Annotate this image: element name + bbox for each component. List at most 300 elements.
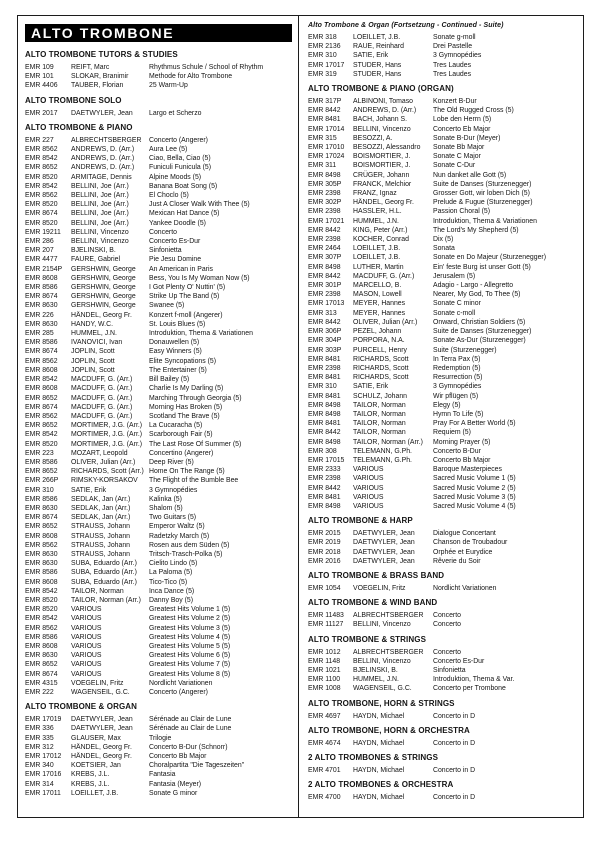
row-emr: EMR 4700 <box>308 794 341 802</box>
section-heading: ALTO TROMBONE & STRINGS <box>308 634 427 644</box>
row-composer: STUDER, Hans <box>353 70 402 78</box>
row-title: Lobe den Herrn (5) <box>433 116 492 124</box>
catalog-row <box>307 235 579 244</box>
row-title: Nordlicht Variationen <box>433 584 497 592</box>
catalog-row <box>24 255 293 264</box>
row-title: Sonate G minor <box>149 789 198 797</box>
catalog-row <box>24 394 293 403</box>
row-composer: VARIOUS <box>353 484 384 492</box>
row-title: Swanee (5) <box>149 302 185 310</box>
row-title: Pie Jesu Domine <box>149 256 202 264</box>
catalog-row <box>24 624 293 633</box>
row-title: Sonate C Major <box>433 153 481 161</box>
catalog-row <box>24 136 293 145</box>
row-composer: SUBA, Eduardo (Arr.) <box>71 569 137 577</box>
row-composer: ANDREWS, D. (Arr.) <box>71 164 135 172</box>
catalog-row <box>307 648 579 657</box>
row-composer: BELLINI, Vincenzo <box>71 228 129 236</box>
row-emr: EMR 314 <box>25 780 54 788</box>
catalog-row <box>24 173 293 182</box>
catalog-row <box>24 72 293 81</box>
row-composer: ALBRECHTSBERGER <box>71 136 142 144</box>
row-title: Konzert f-moll (Angerer) <box>149 311 223 319</box>
row-composer: RICHARDS, Scott <box>353 374 409 382</box>
row-title: Yankee Doodle (5) <box>149 219 206 227</box>
row-emr: EMR 8652 <box>25 394 58 402</box>
row-title: The Entertainer (5) <box>149 366 207 374</box>
row-emr: EMR 8442 <box>308 272 341 280</box>
row-emr: EMR 8498 <box>308 502 341 510</box>
row-title: Introduktion, Thema & Variationen <box>433 217 537 225</box>
catalog-row <box>307 712 579 721</box>
catalog-section <box>307 21 579 79</box>
row-title: Danny Boy (5) <box>149 596 194 604</box>
row-title: Introduktion, Thema & Variationen <box>149 330 253 338</box>
row-emr: EMR 8630 <box>25 504 58 512</box>
row-composer: STRAUSS, Johann <box>71 550 130 558</box>
catalog-row <box>24 209 293 218</box>
catalog-row <box>307 355 579 364</box>
row-emr: EMR 313 <box>308 309 337 317</box>
row-emr: EMR 2398 <box>308 236 341 244</box>
section-rows <box>307 793 579 802</box>
catalog-row <box>307 51 579 60</box>
row-title: Kalinka (5) <box>149 495 182 503</box>
catalog-row <box>24 568 293 577</box>
row-emr: EMR 1054 <box>308 584 341 592</box>
row-composer: LOEILLET, J.B. <box>71 789 119 797</box>
row-title: Morning Prayer (5) <box>433 438 491 446</box>
row-title: Sonate Bb Major <box>433 144 485 152</box>
row-title: Concerto per Trombone <box>433 685 506 693</box>
catalog-row <box>307 493 579 502</box>
row-composer: BELLINI, Vincenzo <box>71 238 129 246</box>
row-title: Aura Lee (5) <box>149 146 188 154</box>
section-rows <box>307 584 579 593</box>
row-composer: BOISMORTIER, J. <box>353 162 411 170</box>
row-composer: RAUE, Reinhard <box>353 43 404 51</box>
section-rows <box>24 109 293 118</box>
catalog-row <box>307 428 579 437</box>
row-emr: EMR 2016 <box>308 557 341 565</box>
catalog-section <box>307 571 579 593</box>
row-emr: EMR 101 <box>25 73 54 81</box>
row-title: Two Guitars (5) <box>149 514 197 522</box>
row-emr: EMR 8542 <box>25 182 58 190</box>
row-title: Concerto B-Dur <box>433 447 481 455</box>
catalog-row <box>24 734 293 743</box>
catalog-row <box>307 657 579 666</box>
row-emr: EMR 8608 <box>25 366 58 374</box>
row-composer: BELLINI, Joe (Arr.) <box>71 210 129 218</box>
row-emr: EMR 286 <box>25 238 54 246</box>
row-emr: EMR 8442 <box>308 429 341 437</box>
row-composer: ALBRECHTSBERGER <box>353 612 424 620</box>
row-title: Prelude & Fugue (Sturzenegger) <box>433 199 533 207</box>
row-composer: MORTIMER, J.G. (Arr.) <box>71 422 143 430</box>
row-title: Sonata <box>433 245 455 253</box>
row-title: Just A Closer Walk With Thee (5) <box>149 201 250 209</box>
catalog-column-right <box>299 16 583 817</box>
row-title: Sonate C-Dur <box>433 162 476 170</box>
row-emr: EMR 17013 <box>308 300 345 308</box>
catalog-row <box>24 642 293 651</box>
catalog-row <box>24 495 293 504</box>
row-composer: MOZART, Leopold <box>71 449 128 457</box>
row-title: Pray For A Better World (5) <box>433 420 516 428</box>
row-emr: EMR 2398 <box>308 475 341 483</box>
row-title: The Last Rose Of Summer (5) <box>149 440 242 448</box>
row-title: Passion Choral (5) <box>433 208 491 216</box>
catalog-row <box>307 33 579 42</box>
row-title: Sonate As-Dur (Sturzenegger) <box>433 337 526 345</box>
section-rows <box>307 611 579 629</box>
section-heading: ALTO TROMBONE, HORN & ORCHESTRA <box>308 725 470 735</box>
row-composer: MACDUFF, G. (Arr.) <box>353 272 415 280</box>
row-title: An American in Paris <box>149 265 213 273</box>
row-title: Rhythmus Schule / School of Rhythm <box>149 64 264 71</box>
catalog-section <box>307 598 579 629</box>
row-composer: HUMMEL, J.N. <box>353 217 399 225</box>
row-emr: EMR 2018 <box>308 548 341 556</box>
row-title: Tres Laudes <box>433 61 472 69</box>
catalog-row <box>307 373 579 382</box>
row-title: Sacred Music Volume 2 (5) <box>433 484 516 492</box>
catalog-row <box>307 675 579 684</box>
catalog-row <box>307 299 579 308</box>
row-title: Bill Bailey (5) <box>149 376 190 384</box>
catalog-row <box>307 207 579 216</box>
catalog-row <box>307 180 579 189</box>
catalog-row <box>24 109 293 118</box>
row-title: Sacred Music Volume 3 (5) <box>433 493 516 501</box>
row-emr: EMR 8520 <box>25 606 58 614</box>
catalog-row <box>307 739 579 748</box>
row-emr: EMR 8608 <box>25 385 58 393</box>
row-emr: EMR 2398 <box>308 291 341 299</box>
right-sections <box>307 21 579 802</box>
row-emr: EMR 8674 <box>25 210 58 218</box>
row-composer: IVANOVICI, Ivan <box>71 339 123 347</box>
section-rows <box>307 739 579 748</box>
row-title: Ein' feste Burg ist unser Gott (5) <box>433 263 531 271</box>
row-title: Sinfonietta <box>149 247 182 255</box>
catalog-row <box>24 651 293 660</box>
row-emr: EMR 17010 <box>308 144 345 152</box>
row-composer: ANDREWS, D. (Arr.) <box>353 107 417 115</box>
row-title: Concerto Es-Dur <box>433 657 485 665</box>
row-composer: BELLINI, Vincenzo <box>353 125 411 133</box>
row-composer: VARIOUS <box>71 652 102 660</box>
row-title: Concerto Es-Dur <box>149 238 201 246</box>
row-title: Trilogie <box>149 734 172 742</box>
row-title: 25 Warm-Up <box>149 82 188 90</box>
section-heading: ALTO TROMBONE SOLO <box>25 95 122 105</box>
left-sections <box>24 50 293 798</box>
row-composer: DAETWYLER, Jean <box>353 557 415 565</box>
catalog-row <box>307 336 579 345</box>
row-title: Suite de Danses (Sturzenegger) <box>433 328 532 336</box>
row-emr: EMR 1148 <box>308 657 341 665</box>
row-title: Sonate B-Dur (Meyer) <box>433 134 501 142</box>
row-emr: EMR 4674 <box>308 739 341 747</box>
row-composer: GERSHWIN, George <box>71 302 136 310</box>
catalog-row <box>24 200 293 209</box>
catalog-section <box>307 753 579 775</box>
catalog-row <box>307 410 579 419</box>
catalog-row <box>307 465 579 474</box>
row-composer: DAETWYLER, Jean <box>353 539 415 547</box>
row-title: La Cucaracha (5) <box>149 422 203 430</box>
row-emr: EMR 4697 <box>308 712 341 720</box>
row-composer: LUTHER, Martin <box>353 263 404 271</box>
row-emr: EMR 11127 <box>308 621 344 629</box>
row-emr: EMR 8520 <box>25 440 58 448</box>
row-title: Greatest Hits Volume 3 (5) <box>149 624 231 632</box>
row-composer: DAETWYLER, Jean <box>71 109 133 117</box>
section-heading: 2 ALTO TROMBONES & STRINGS <box>308 753 439 762</box>
row-title: Orphée et Eurydice <box>433 548 493 556</box>
row-composer: OLIVER, Julian (Arr.) <box>71 458 136 466</box>
catalog-row <box>307 382 579 391</box>
section-heading: ALTO TROMBONE & PIANO <box>25 122 133 132</box>
row-composer: BESOZZI, Alessandro <box>353 144 421 152</box>
row-emr: EMR 8630 <box>25 550 58 558</box>
row-title: Drei Pastelle <box>433 43 473 51</box>
catalog-row <box>24 670 293 679</box>
row-title: Wir pflügen (5) <box>433 392 479 400</box>
row-title: Tritsch-Trasch-Polka (5) <box>149 550 223 558</box>
row-emr: EMR 8442 <box>308 226 341 234</box>
row-emr: EMR 2398 <box>308 364 341 372</box>
row-title: Sonate g-moll <box>433 34 476 41</box>
row-emr: EMR 17017 <box>308 61 345 69</box>
row-emr: EMR 8562 <box>25 541 58 549</box>
row-title: Sonate c-moll <box>433 309 476 317</box>
catalog-row <box>24 541 293 550</box>
row-title: Onward, Christian Soldiers (5) <box>433 318 526 326</box>
row-composer: MACDUFF, G. (Arr.) <box>71 403 133 411</box>
row-composer: DAETWYLER, Jean <box>353 548 415 556</box>
row-emr: EMR 8630 <box>25 560 58 568</box>
row-composer: VARIOUS <box>71 633 102 641</box>
row-title: Scarborough Fair (5) <box>149 431 213 439</box>
row-emr: EMR 303P <box>308 346 342 354</box>
catalog-row <box>307 42 579 51</box>
row-emr: EMR 301P <box>308 282 342 290</box>
row-composer: RICHARDS, Scott <box>353 364 409 372</box>
row-emr: EMR 227 <box>25 136 54 144</box>
row-emr: EMR 17021 <box>308 217 345 225</box>
row-title: Mexican Hat Dance (5) <box>149 210 220 218</box>
row-composer: VARIOUS <box>353 475 384 483</box>
section-rows <box>307 33 579 79</box>
row-composer: RICHARDS, Scott <box>353 355 409 363</box>
row-title: Redemption (5) <box>433 364 481 372</box>
row-emr: EMR 17012 <box>25 753 62 761</box>
row-emr: EMR 310 <box>25 486 54 494</box>
catalog-row <box>307 318 579 327</box>
row-emr: EMR 8630 <box>25 302 58 310</box>
row-composer: PEZEL, Johann <box>353 328 402 336</box>
catalog-row <box>24 191 293 200</box>
row-title: Dialogue Concertant <box>433 530 496 538</box>
row-emr: EMR 8481 <box>308 374 341 382</box>
row-emr: EMR 8542 <box>25 587 58 595</box>
row-composer: GERSHWIN, George <box>71 265 136 273</box>
catalog-row <box>24 265 293 274</box>
row-emr: EMR 315 <box>308 134 337 142</box>
row-title: Concerto <box>433 648 461 656</box>
row-title: Cielito Lindo (5) <box>149 560 198 568</box>
row-composer: SEDLAK, Jan (Arr.) <box>71 514 131 522</box>
row-title: Tres Laudes <box>433 70 472 78</box>
row-composer: TAUBER, Florian <box>71 82 124 90</box>
row-title: Fantasia (Meyer) <box>149 780 202 788</box>
row-title: Concertino (Angerer) <box>149 449 214 457</box>
catalog-row <box>307 309 579 318</box>
catalog-row <box>307 198 579 207</box>
row-composer: HUMMEL, J.N. <box>353 676 399 684</box>
row-title: Greatest Hits Volume 4 (5) <box>149 633 231 641</box>
catalog-row <box>24 715 293 724</box>
row-emr: EMR 308 <box>308 447 337 455</box>
row-emr: EMR 226 <box>25 311 54 319</box>
catalog-row <box>307 346 579 355</box>
row-composer: BELLINI, Joe (Arr.) <box>71 192 129 200</box>
row-title: Concerto B-Dur (Schnorr) <box>149 743 228 751</box>
row-emr: EMR 222 <box>25 689 54 696</box>
row-title: Greatest Hits Volume 1 (5) <box>149 606 231 614</box>
catalog-row <box>307 364 579 373</box>
row-composer: GERSHWIN, George <box>71 284 136 292</box>
row-title: Sinfonietta <box>433 666 466 674</box>
row-emr: EMR 8562 <box>25 624 58 632</box>
catalog-row <box>307 620 579 629</box>
catalog-row <box>24 228 293 237</box>
row-composer: ALBRECHTSBERGER <box>353 648 424 656</box>
row-emr: EMR 1100 <box>308 676 341 684</box>
catalog-row <box>24 679 293 688</box>
row-emr: EMR 304P <box>308 337 342 345</box>
row-emr: EMR 8520 <box>25 219 58 227</box>
section-heading: ALTO TROMBONE & WIND BAND <box>308 598 438 608</box>
row-emr: EMR 302P <box>308 199 342 207</box>
catalog-row <box>307 456 579 465</box>
catalog-row <box>24 761 293 770</box>
row-title: Concerto in D <box>433 712 476 720</box>
catalog-row <box>307 106 579 115</box>
row-title: Charlie Is My Darling (5) <box>149 385 224 393</box>
section-heading: ALTO TROMBONE & ORGAN <box>25 702 138 712</box>
catalog-row <box>307 419 579 428</box>
row-emr: EMR 311 <box>308 162 337 170</box>
row-composer: PURCELL, Henry <box>353 346 407 354</box>
row-title: Introduktion, Thema & Var. <box>433 676 515 684</box>
catalog-row <box>24 237 293 246</box>
row-title: Choralpartita "Die Tageszeiten" <box>149 762 245 770</box>
section-heading: 2 ALTO TROMBONES & ORCHESTRA <box>308 780 454 790</box>
catalog-row <box>24 688 293 697</box>
row-composer: TELEMANN, G.Ph. <box>353 456 412 464</box>
catalog-row <box>307 253 579 262</box>
row-title: Hymn To Life (5) <box>433 410 484 418</box>
row-composer: TAILOR, Norman <box>353 410 406 418</box>
row-composer: DAETWYLER, Jean <box>353 530 415 538</box>
catalog-column-left <box>18 16 299 817</box>
row-emr: EMR 8520 <box>25 596 58 604</box>
row-emr: EMR 2398 <box>308 190 341 198</box>
row-title: Sérénade au Clair de Lune <box>149 725 232 733</box>
catalog-row <box>307 217 579 226</box>
row-title: Ciao, Bella, Ciao (5) <box>149 155 211 163</box>
row-composer: DAETWYLER, Jean <box>71 725 133 733</box>
catalog-section <box>24 123 293 697</box>
row-emr: EMR 8542 <box>25 615 58 623</box>
row-title: Elegy (5) <box>433 401 461 409</box>
row-composer: BOISMORTIER, J. <box>353 153 411 161</box>
row-title: Greatest Hits Volume 8 (5) <box>149 670 231 678</box>
catalog-row <box>307 134 579 143</box>
row-composer: KOCHER, Conrad <box>353 236 409 244</box>
row-composer: MORTIMER, J.G. (Arr.) <box>71 431 143 439</box>
row-composer: MACDUFF, G. (Arr.) <box>71 394 133 402</box>
row-title: Rêverie du Soir <box>433 557 481 565</box>
row-composer: HASSLER, H.L. <box>353 208 402 216</box>
row-title: The Old Rugged Cross (5) <box>433 107 514 115</box>
row-emr: EMR 4315 <box>25 679 58 687</box>
catalog-row <box>307 263 579 272</box>
row-title: Tico-Tico (5) <box>149 578 188 586</box>
section-rows <box>307 97 579 511</box>
row-emr: EMR 306P <box>308 328 342 336</box>
row-title: Resurrection (5) <box>433 374 483 382</box>
row-emr: EMR 310 <box>308 383 337 391</box>
row-emr: EMR 8542 <box>25 431 58 439</box>
row-composer: MARCELLO, B. <box>353 282 402 290</box>
row-title: Largo et Scherzo <box>149 109 202 117</box>
row-composer: BELLINI, Vincenzo <box>353 657 411 665</box>
row-emr: EMR 8652 <box>25 164 58 172</box>
catalog-row <box>24 596 293 605</box>
row-composer: SEDLAK, Jan (Arr.) <box>71 495 131 503</box>
catalog-row <box>307 557 579 566</box>
row-composer: WAGENSEIL, G.C. <box>71 689 130 696</box>
row-emr: EMR 307P <box>308 254 342 262</box>
row-emr: EMR 8586 <box>25 284 58 292</box>
catalog-row <box>24 403 293 412</box>
catalog-row <box>24 780 293 789</box>
row-composer: RIMSKY-KORSAKOV <box>71 477 138 485</box>
row-emr: EMR 2154P <box>25 265 63 273</box>
row-emr: EMR 4406 <box>25 82 58 90</box>
row-composer: SEDLAK, Jan (Arr.) <box>71 504 131 512</box>
catalog-row <box>24 412 293 421</box>
row-emr: EMR 2333 <box>308 466 341 474</box>
row-emr: EMR 8630 <box>25 652 58 660</box>
row-title: Sonate C minor <box>433 300 481 308</box>
row-title: Greatest Hits Volume 7 (5) <box>149 661 231 669</box>
row-composer: VARIOUS <box>71 670 102 678</box>
row-emr: EMR 266P <box>25 477 59 485</box>
row-composer: MACDUFF, G. (Arr.) <box>71 385 133 393</box>
row-emr: EMR 318 <box>308 34 337 41</box>
row-emr: EMR 1021 <box>308 666 341 674</box>
catalog-row <box>24 384 293 393</box>
row-emr: EMR 1008 <box>308 685 341 693</box>
row-composer: BJELINSKI, B. <box>353 666 398 674</box>
row-composer: VOEGELIN, Fritz <box>71 679 124 687</box>
